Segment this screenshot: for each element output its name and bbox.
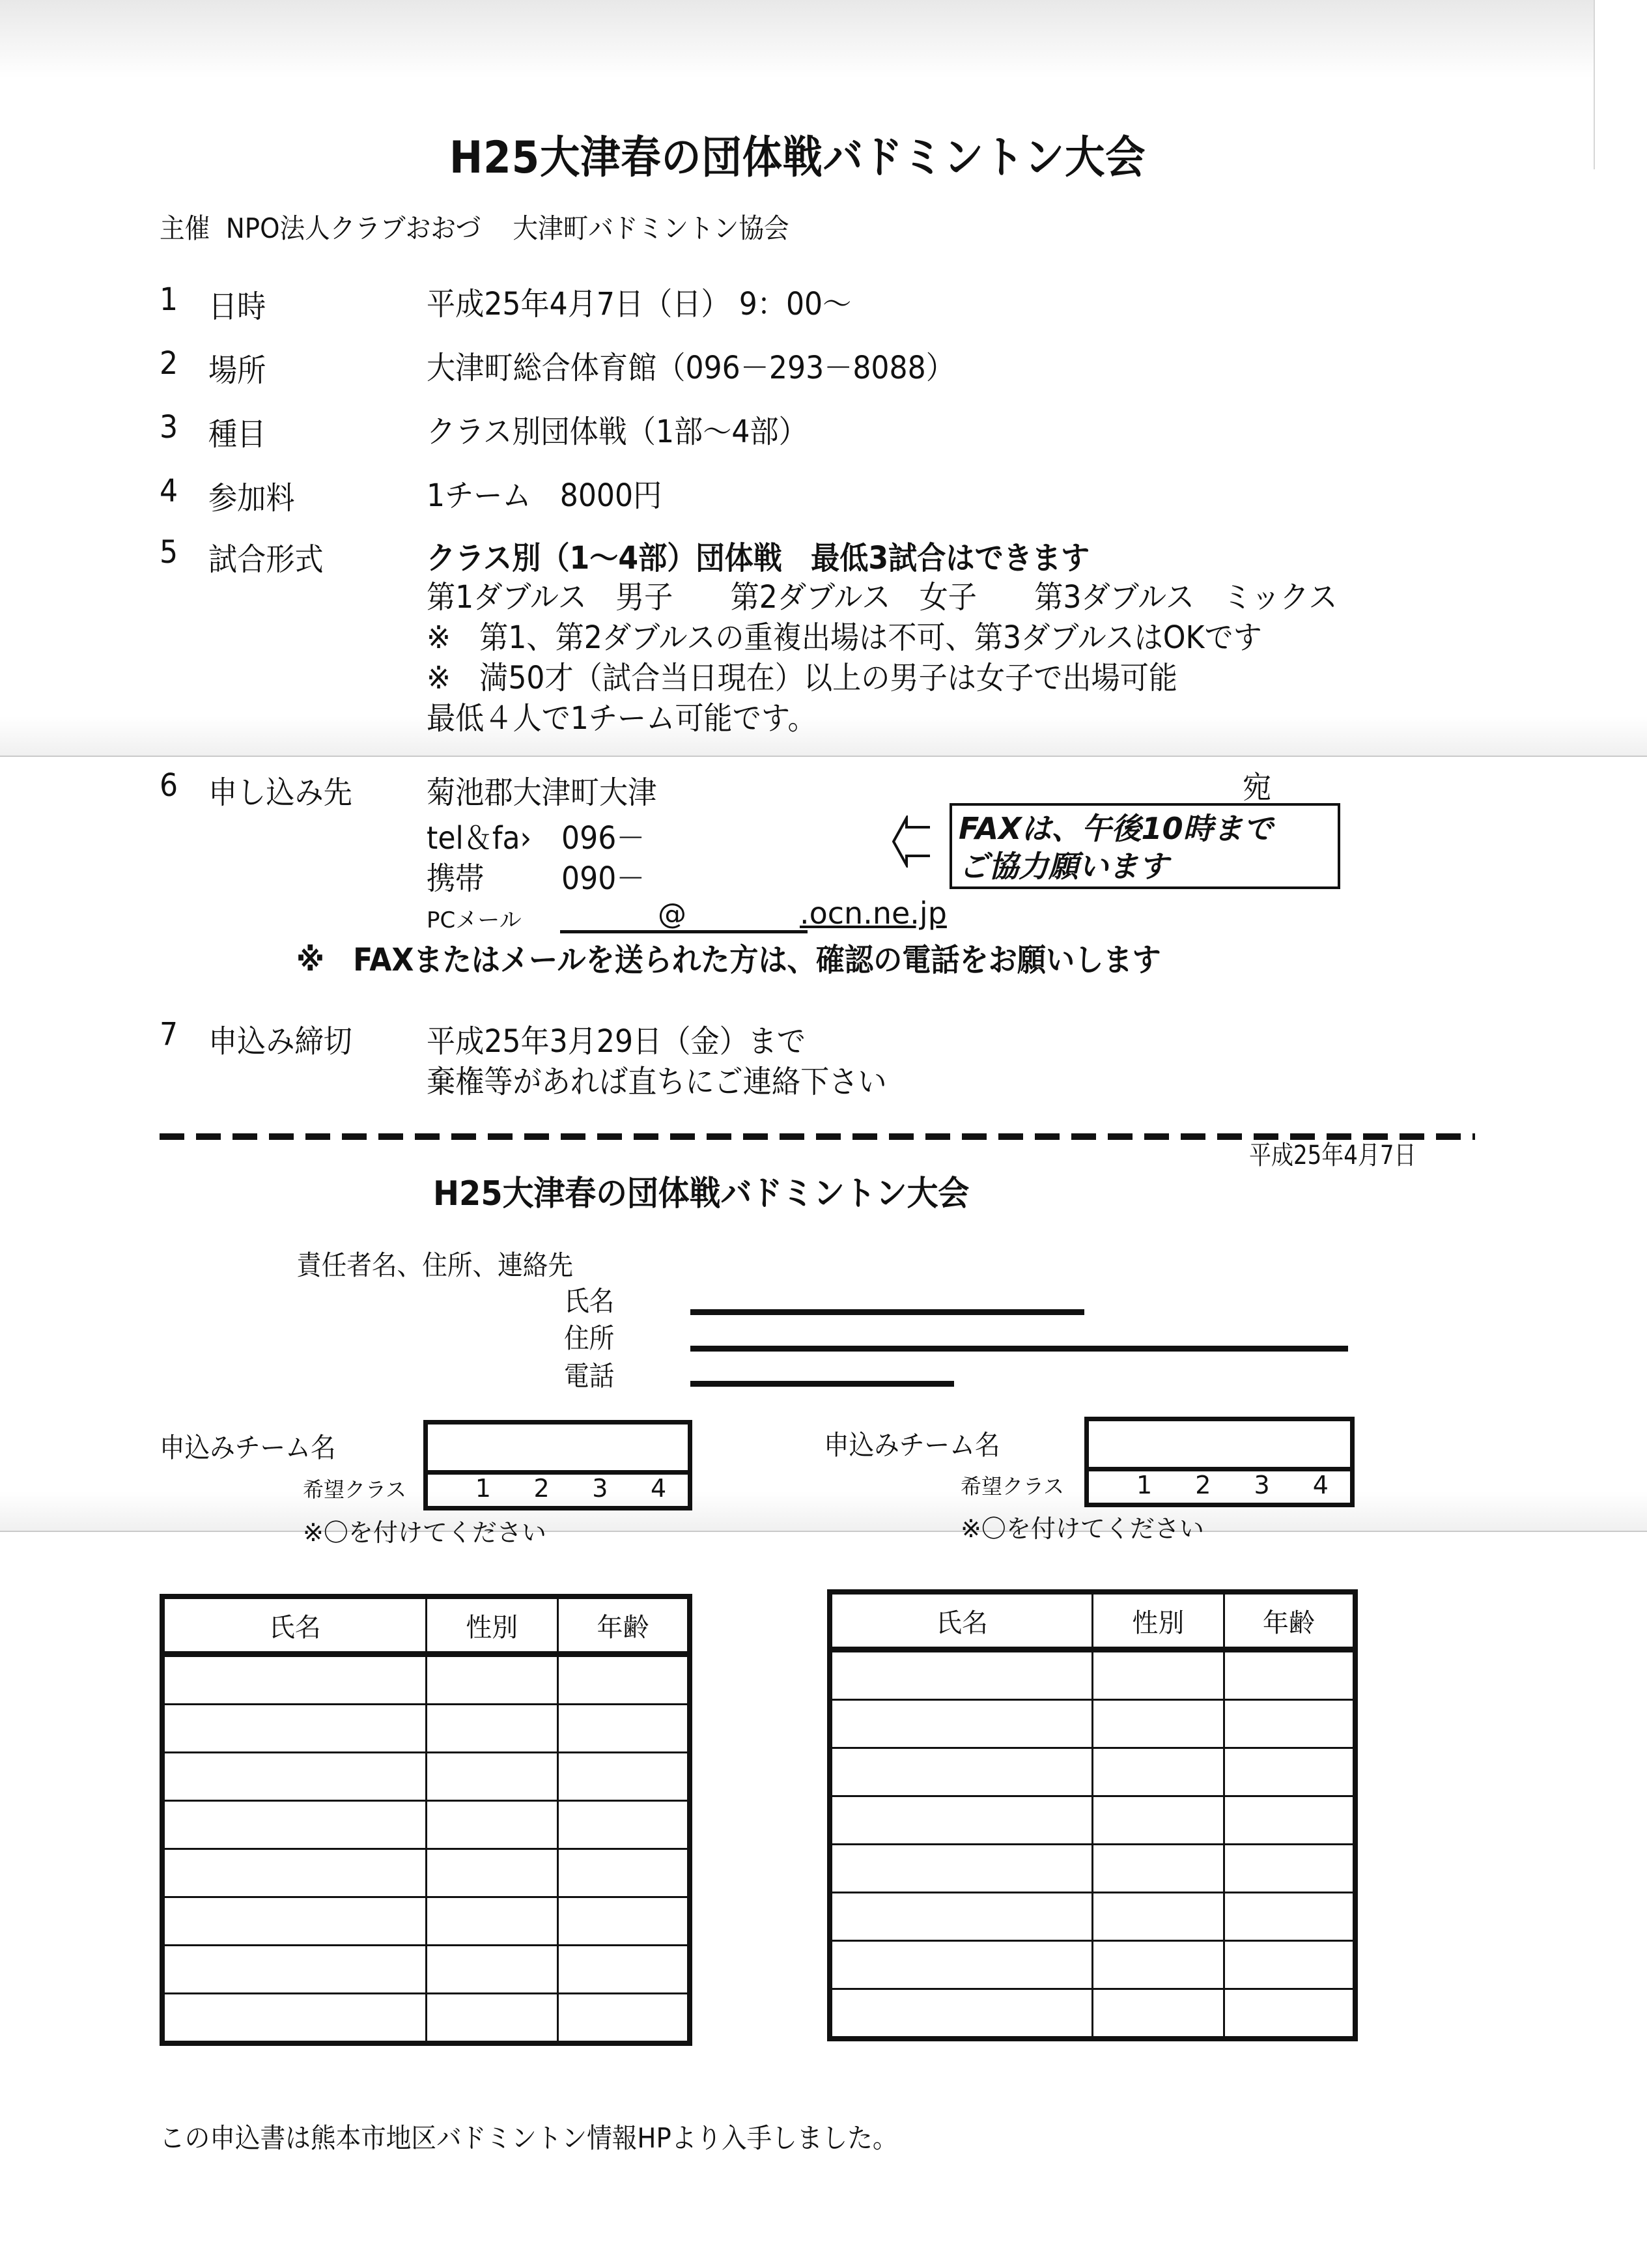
responsible-label: 責任者名、住所、連絡先	[296, 1249, 574, 1281]
name-cell[interactable]	[830, 1796, 1093, 1845]
class-option-1[interactable]: 1	[1136, 1470, 1153, 1499]
name-cell[interactable]	[162, 1705, 426, 1753]
format-line-5: 最低４人で1チーム可能です。	[427, 700, 817, 737]
item-num-3: 3	[160, 409, 178, 446]
circle-note-left: ※〇を付けてください	[303, 1518, 546, 1547]
email-at: @	[658, 898, 686, 931]
gender-cell[interactable]	[426, 1705, 558, 1753]
item-label-deadline: 申込み締切	[208, 1023, 352, 1060]
item-num-1: 1	[160, 281, 178, 318]
age-cell[interactable]	[1224, 1650, 1355, 1700]
item-value-venue: 大津町総合体育館（096－293－8088）	[427, 350, 955, 386]
name-cell[interactable]	[162, 1801, 426, 1849]
table-row	[162, 1897, 690, 1946]
table-row	[830, 1989, 1355, 2039]
confirm-note: ※ FAXまたはメールを送られた方は、確認の電話をお願いします	[296, 942, 1161, 978]
fold-line	[0, 1531, 1647, 1532]
table-row	[830, 1650, 1355, 1700]
gender-cell[interactable]	[426, 1801, 558, 1849]
name-cell[interactable]	[162, 1994, 426, 2044]
col-gender: 性別	[1093, 1592, 1224, 1650]
gender-cell[interactable]	[1093, 1796, 1224, 1845]
gender-cell[interactable]	[1093, 1748, 1224, 1796]
col-gender: 性別	[426, 1596, 558, 1654]
name-cell[interactable]	[162, 1654, 426, 1705]
age-cell[interactable]	[558, 1801, 690, 1849]
fold-shade	[0, 1492, 1647, 1531]
circle-note-right: ※〇を付けてください	[961, 1514, 1204, 1543]
name-cell[interactable]	[162, 1753, 426, 1801]
table-row	[162, 1849, 690, 1897]
class-option-4[interactable]: 4	[651, 1473, 667, 1503]
class-option-2[interactable]: 2	[1195, 1470, 1211, 1499]
class-option-2[interactable]: 2	[533, 1473, 550, 1503]
team-name-input-left[interactable]	[423, 1420, 692, 1475]
age-cell[interactable]	[558, 1946, 690, 1994]
gender-cell[interactable]	[1093, 1650, 1224, 1700]
item-value-fee: 1チーム 8000円	[427, 477, 662, 514]
table-row	[162, 1705, 690, 1753]
class-label-left: 希望クラス	[303, 1477, 407, 1502]
class-label-right: 希望クラス	[961, 1474, 1065, 1499]
email-domain: .ocn.ne.jp	[800, 896, 947, 931]
col-age: 年齢	[558, 1596, 690, 1654]
age-cell[interactable]	[1224, 1748, 1355, 1796]
gender-cell[interactable]	[1093, 1893, 1224, 1941]
age-cell[interactable]	[558, 1654, 690, 1705]
age-cell[interactable]	[1224, 1700, 1355, 1748]
footer-note: この申込書は熊本市地区バドミントン情報HPより入手しました。	[160, 2122, 898, 2154]
col-name: 氏名	[162, 1596, 426, 1654]
gender-cell[interactable]	[426, 1849, 558, 1897]
name-field-line[interactable]	[690, 1309, 1084, 1315]
table-row	[162, 1946, 690, 1994]
fold-shade	[0, 716, 1647, 756]
tel-value: 096－	[561, 820, 645, 857]
format-line-4: ※ 満50才（試合当日現在）以上の男子は女子で出場可能	[427, 660, 1178, 696]
class-choice-left[interactable]	[423, 1470, 692, 1510]
item-value-datetime: 平成25年4月7日（日） 9：00～	[427, 286, 852, 322]
item-label-format: 試合形式	[208, 541, 324, 578]
name-cell[interactable]	[162, 1849, 426, 1897]
col-age: 年齢	[1224, 1592, 1355, 1650]
organizer-1: NPO法人クラブおおづ	[225, 212, 481, 244]
name-cell[interactable]	[830, 1748, 1093, 1796]
table-row	[830, 1941, 1355, 1989]
name-cell[interactable]	[830, 1650, 1093, 1700]
item-label-contact: 申し込み先	[208, 774, 352, 811]
fax-notice-line-1: FAXは、午後10時まで	[959, 811, 1273, 846]
format-line-1: クラス別（1～4部）団体戦 最低3試合はできます	[427, 540, 1090, 576]
item-num-5: 5	[160, 534, 178, 571]
name-cell[interactable]	[162, 1897, 426, 1946]
item-num-7: 7	[160, 1016, 178, 1053]
roster-table-left	[160, 1594, 692, 2046]
gender-cell[interactable]	[1093, 1845, 1224, 1893]
class-choice-right[interactable]	[1084, 1467, 1355, 1507]
name-cell[interactable]	[830, 1700, 1093, 1748]
organizer-2: 大津町バドミントン協会	[513, 212, 789, 244]
name-cell[interactable]	[830, 1989, 1093, 2039]
address-label: 住所	[564, 1322, 615, 1354]
class-option-3[interactable]: 3	[1254, 1470, 1270, 1499]
class-option-4[interactable]: 4	[1312, 1470, 1329, 1499]
age-cell[interactable]	[558, 1849, 690, 1897]
age-cell[interactable]	[1224, 1893, 1355, 1941]
item-label-datetime: 日時	[208, 289, 266, 325]
table-row	[830, 1893, 1355, 1941]
table-row	[162, 1994, 690, 2044]
team-name-label-right: 申込みチーム名	[824, 1429, 1000, 1461]
form-title: H25大津春の団体戦バドミントン大会	[433, 1174, 970, 1213]
age-cell[interactable]	[1224, 1941, 1355, 1989]
name-cell[interactable]	[830, 1941, 1093, 1989]
addressee-suffix: 宛	[1243, 769, 1272, 806]
age-cell[interactable]	[558, 1897, 690, 1946]
mobile-value: 090－	[561, 860, 645, 897]
table-row	[830, 1845, 1355, 1893]
contact-address: 菊池郡大津町大津	[427, 774, 657, 811]
form-date: 平成25年4月7日	[1249, 1141, 1416, 1170]
gender-cell[interactable]	[426, 1946, 558, 1994]
organizer-label: 主催	[160, 212, 210, 244]
item-num-4: 4	[160, 473, 178, 509]
table-row	[830, 1700, 1355, 1748]
roster-table-right	[827, 1589, 1358, 2041]
age-cell[interactable]	[558, 1753, 690, 1801]
name-label: 氏名	[564, 1285, 615, 1317]
team-name-label-left: 申込みチーム名	[160, 1432, 336, 1464]
fax-notice-box	[950, 803, 1340, 889]
age-cell[interactable]	[558, 1994, 690, 2044]
item-value-event: クラス別団体戦（1部～4部）	[427, 414, 808, 450]
table-row	[830, 1796, 1355, 1845]
table-row	[162, 1654, 690, 1705]
gender-cell[interactable]	[426, 1994, 558, 2044]
phone-field-line[interactable]	[690, 1381, 954, 1387]
name-cell[interactable]	[162, 1946, 426, 1994]
item-label-fee: 参加料	[208, 480, 295, 517]
gender-cell[interactable]	[426, 1654, 558, 1705]
fax-notice-line-2: ご協力願います	[959, 849, 1168, 884]
age-cell[interactable]	[1224, 1796, 1355, 1845]
gender-cell[interactable]	[426, 1897, 558, 1946]
age-cell[interactable]	[1224, 1845, 1355, 1893]
format-line-2: 第1ダブルス 男子 第2ダブルス 女子 第3ダブルス ミックス	[427, 579, 1338, 616]
item-num-2: 2	[160, 345, 178, 382]
tel-label: tel＆fa›	[427, 820, 532, 857]
name-cell[interactable]	[830, 1893, 1093, 1941]
scan-shade	[0, 0, 1594, 78]
gender-cell[interactable]	[426, 1753, 558, 1801]
address-field-line[interactable]	[690, 1346, 1348, 1352]
table-row	[830, 1748, 1355, 1796]
item-label-event: 種目	[208, 416, 266, 453]
gender-cell[interactable]	[1093, 1941, 1224, 1989]
phone-label: 電話	[564, 1360, 615, 1392]
deadline-note: 棄権等があれば直ちにご連絡下さい	[427, 1064, 887, 1100]
name-cell[interactable]	[830, 1845, 1093, 1893]
page-title: H25大津春の団体戦バドミントン大会	[449, 132, 1146, 184]
team-name-input-right[interactable]	[1084, 1417, 1355, 1471]
gender-cell[interactable]	[1093, 1700, 1224, 1748]
class-option-1[interactable]: 1	[475, 1473, 491, 1503]
gender-cell[interactable]	[1093, 1989, 1224, 2039]
email-label: PCメール	[427, 907, 522, 933]
paper-edge	[1594, 0, 1595, 169]
age-cell[interactable]	[558, 1705, 690, 1753]
mobile-label: 携帯	[427, 860, 485, 897]
item-num-6: 6	[160, 767, 178, 804]
item-label-venue: 場所	[208, 352, 266, 389]
table-row	[162, 1753, 690, 1801]
deadline-value: 平成25年3月29日（金）まで	[427, 1023, 806, 1060]
col-name: 氏名	[830, 1592, 1093, 1650]
format-line-3: ※ 第1、第2ダブルスの重複出場は不可、第3ダブルスはOKです	[427, 619, 1262, 656]
table-row	[162, 1801, 690, 1849]
organizer-line	[160, 207, 789, 246]
left-arrow-icon	[892, 815, 931, 868]
class-option-3[interactable]: 3	[592, 1473, 608, 1503]
fold-line	[0, 756, 1647, 757]
age-cell[interactable]	[1224, 1989, 1355, 2039]
